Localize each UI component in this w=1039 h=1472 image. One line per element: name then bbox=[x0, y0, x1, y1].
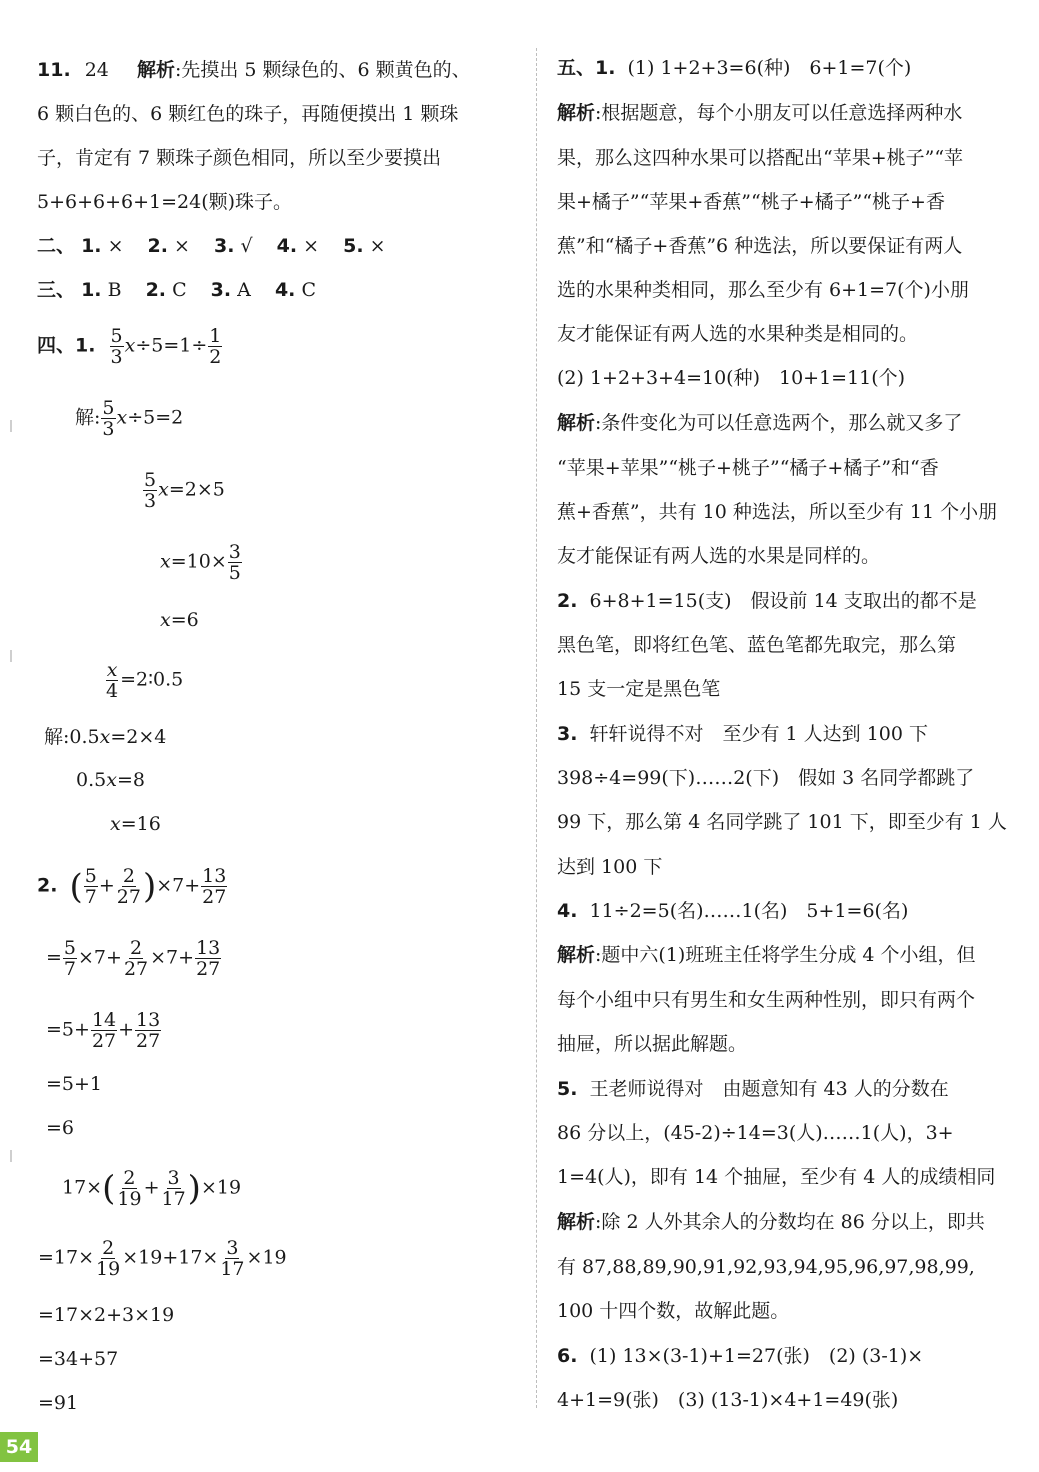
q3-line3: =17×2+3×19 bbox=[38, 1304, 175, 1326]
expr: ×7+ bbox=[150, 946, 195, 969]
expr: ×7+ bbox=[156, 874, 201, 897]
answer-text: 6+8+1=15(支) 假设前 14 支取出的都不是 bbox=[589, 590, 977, 612]
analysis-text: 友才能保证有两人选的水果种类是相同的。 bbox=[557, 323, 919, 345]
analysis-text: 每个小组中只有男生和女生两种性别，即只有两个 bbox=[557, 989, 976, 1011]
fraction bbox=[63, 938, 77, 979]
denominator: 2 bbox=[209, 346, 222, 368]
analysis-text: 蕉”和“橘子+香蕉”6 种选法，所以要保证有两人 bbox=[557, 235, 963, 257]
answer-mark: × bbox=[369, 235, 386, 257]
expr: =16 bbox=[120, 813, 161, 835]
analysis-label: 解析 bbox=[136, 59, 175, 81]
analysis-text: :根据题意，每个小朋友可以任意选择两种水 bbox=[595, 102, 963, 124]
numerator: 2 bbox=[122, 865, 135, 887]
variable: x bbox=[99, 726, 111, 748]
equation-1 bbox=[37, 326, 223, 367]
q2-line2 bbox=[46, 938, 222, 979]
denominator: 3 bbox=[102, 418, 115, 440]
numerator: 2 bbox=[102, 1237, 115, 1259]
analysis-line bbox=[557, 411, 962, 435]
analysis-text: :题中六(1)班班主任将学生分成 4 个小组，但 bbox=[595, 944, 976, 966]
fraction bbox=[208, 326, 222, 367]
numerator: 3 bbox=[226, 1237, 239, 1259]
q3-line1 bbox=[62, 1168, 241, 1209]
analysis-text: 5+6+6+6+1=24(颗)珠子。 bbox=[37, 191, 293, 213]
variable: x bbox=[116, 406, 128, 429]
denominator: 7 bbox=[63, 958, 77, 980]
q2-line5: =6 bbox=[46, 1117, 75, 1139]
fraction bbox=[95, 1238, 121, 1279]
section-heading: 二、 bbox=[37, 235, 76, 257]
expr: 17× bbox=[62, 1176, 103, 1199]
expr: ÷5=2 bbox=[127, 406, 184, 429]
paren: ) bbox=[187, 1168, 201, 1209]
denominator: 5 bbox=[228, 562, 241, 584]
denominator: 27 bbox=[196, 958, 221, 980]
section-heading: 五、1. bbox=[557, 57, 616, 79]
answer-text: (1) 13×(3-1)+1=27(张) (2) (3-1)× bbox=[589, 1345, 924, 1367]
numerator: 13 bbox=[136, 1009, 161, 1031]
answer-choice: A bbox=[237, 279, 251, 301]
analysis-text: 有 87,88,89,90,91,92,93,94,95,96,97,98,99, bbox=[557, 1256, 975, 1278]
answer-choice: C bbox=[301, 279, 316, 301]
q2-line4: =5+1 bbox=[46, 1073, 103, 1095]
expr: ×7+ bbox=[78, 946, 122, 969]
expr: =6 bbox=[170, 609, 199, 631]
numerator: 5 bbox=[110, 325, 123, 347]
paren: ( bbox=[102, 1168, 116, 1209]
question-number: 11. bbox=[37, 59, 71, 81]
expr: =2×4 bbox=[110, 726, 167, 748]
item-number: 1. bbox=[81, 235, 102, 257]
section-heading: 四、1. bbox=[37, 334, 96, 357]
q2-line3 bbox=[46, 1010, 162, 1051]
q11-line1 bbox=[37, 58, 471, 82]
answer-text: 86 分以上，(45-2)÷14=3(人)……1(人)，3+ bbox=[557, 1122, 954, 1144]
question-number: 2. bbox=[557, 590, 578, 612]
analysis-text: 蕉+香蕉”，共有 10 种选法，所以至少有 11 个小朋 bbox=[557, 501, 998, 523]
q5-line bbox=[557, 1077, 949, 1101]
page-number: 54 bbox=[0, 1432, 38, 1462]
expr: ÷5=1÷ bbox=[135, 334, 208, 357]
analysis-label: 解析 bbox=[557, 412, 596, 434]
fraction bbox=[228, 542, 242, 583]
fraction bbox=[116, 1168, 142, 1209]
variable: x bbox=[158, 478, 169, 501]
variable: x bbox=[110, 813, 121, 835]
analysis-text: 选的水果种类相同，那么至少有 6+1=7(个)小朋 bbox=[557, 279, 969, 301]
answer-text: 1=4(人)，即有 14 个抽屉，至少有 4 人的成绩相同 bbox=[557, 1166, 996, 1188]
fraction bbox=[123, 938, 149, 979]
item-number: 4. bbox=[276, 235, 298, 257]
section-2-answers bbox=[37, 234, 386, 258]
solution-step bbox=[160, 608, 199, 632]
fraction bbox=[84, 866, 98, 907]
numerator: 13 bbox=[202, 865, 227, 887]
fraction bbox=[195, 938, 221, 979]
answer-mark: √ bbox=[240, 235, 253, 257]
answer-text: (1) 1+2+3=6(种) 6+1=7(个) bbox=[627, 57, 912, 79]
analysis-text: :先摸出 5 颗绿色的、6 颗黄色的、 bbox=[174, 59, 471, 81]
numerator: 3 bbox=[167, 1167, 180, 1189]
denominator: 27 bbox=[91, 1030, 117, 1052]
q3-line2 bbox=[38, 1238, 287, 1279]
denominator: 27 bbox=[123, 958, 149, 980]
solution-step bbox=[160, 542, 243, 583]
expr: ×19 bbox=[246, 1246, 287, 1269]
denominator: 19 bbox=[117, 1188, 142, 1210]
q2-line bbox=[557, 589, 977, 613]
variable: x bbox=[160, 550, 171, 573]
answer-text: 王老师说得对 由题意知有 43 人的分数在 bbox=[589, 1078, 949, 1100]
fraction bbox=[160, 1168, 186, 1209]
expr: + bbox=[143, 1176, 160, 1199]
q3-line4: =34+57 bbox=[38, 1348, 119, 1370]
variable: x bbox=[106, 769, 117, 791]
analysis-label: 解析 bbox=[557, 102, 596, 124]
fraction bbox=[116, 866, 142, 907]
fraction bbox=[105, 660, 119, 701]
margin-mark bbox=[10, 1150, 12, 1162]
item-number: 2. bbox=[147, 235, 168, 257]
analysis-text: 6 颗白色的、6 颗红色的珠子，再随便摸出 1 颗珠 bbox=[37, 103, 459, 125]
expr: =10× bbox=[170, 550, 227, 573]
fraction bbox=[143, 470, 157, 511]
solve-label: 解: bbox=[75, 406, 101, 429]
fraction bbox=[91, 1010, 117, 1051]
answer-text: 11÷2=5(名)……1(名) 5+1=6(名) bbox=[589, 900, 909, 922]
solution-step bbox=[76, 768, 145, 792]
expr: 0.5 bbox=[76, 769, 107, 791]
numerator: 2 bbox=[123, 1167, 136, 1189]
answer-text: 轩轩说得不对 至少有 1 人达到 100 下 bbox=[589, 723, 929, 745]
answer-mark: × bbox=[107, 235, 124, 257]
expr: ×19 bbox=[200, 1176, 242, 1199]
section-3-answers bbox=[37, 278, 316, 302]
section-heading: 三、 bbox=[37, 279, 76, 301]
analysis-text: 果，那么这四种水果可以搭配出“苹果+桃子”“苹 bbox=[557, 147, 964, 169]
fraction bbox=[201, 866, 227, 907]
numerator: 13 bbox=[196, 937, 221, 959]
analysis-text: 100 十四个数，故解此题。 bbox=[557, 1300, 790, 1322]
paren: ) bbox=[142, 866, 157, 907]
denominator: 3 bbox=[144, 490, 157, 512]
denominator: 3 bbox=[110, 346, 123, 368]
q6-line bbox=[557, 1344, 923, 1368]
expr: =2∶0.5 bbox=[120, 668, 184, 691]
numerator: 5 bbox=[84, 865, 97, 887]
numerator: x bbox=[106, 659, 118, 681]
answer-mark: × bbox=[303, 235, 320, 257]
q2-line1 bbox=[37, 866, 228, 907]
numerator: 2 bbox=[130, 937, 143, 959]
s5-q1-line bbox=[557, 56, 911, 80]
denominator: 17 bbox=[161, 1188, 186, 1210]
expr: + bbox=[118, 1018, 135, 1041]
expr: 解:0.5 bbox=[44, 726, 100, 748]
item-number: 5. bbox=[343, 235, 364, 257]
answer-text: 398÷4=99(下)……2(下) 假如 3 名同学都跳了 bbox=[557, 767, 975, 789]
q3-line5: =91 bbox=[38, 1392, 79, 1414]
expr: =8 bbox=[116, 769, 145, 791]
analysis-text: 友才能保证有两人选的水果是同样的。 bbox=[557, 545, 881, 567]
equation-2 bbox=[104, 660, 183, 701]
numerator: 5 bbox=[102, 397, 115, 419]
q3-line bbox=[557, 722, 928, 746]
item-number: 2. bbox=[145, 279, 167, 301]
expr: = bbox=[46, 946, 62, 969]
answer: 24 bbox=[84, 59, 109, 81]
question-number: 3. bbox=[557, 723, 578, 745]
expr: =2×5 bbox=[168, 478, 225, 501]
answer-text: 黑色笔，即将红色笔、蓝色笔都先取完，那么第 bbox=[557, 634, 957, 656]
paren: ( bbox=[69, 866, 83, 907]
numerator: 1 bbox=[209, 325, 222, 347]
column-divider bbox=[536, 48, 537, 1408]
analysis-text: :条件变化为可以任意选两个，那么就又多了 bbox=[595, 412, 963, 434]
analysis-text: 果+橘子”“苹果+香蕉”“桃子+橘子”“桃子+香 bbox=[557, 191, 945, 213]
answer-mark: × bbox=[174, 235, 190, 257]
analysis-line bbox=[557, 1210, 985, 1234]
answer-text: 达到 100 下 bbox=[557, 856, 663, 878]
question-number: 4. bbox=[557, 900, 578, 922]
denominator: 4 bbox=[106, 680, 119, 702]
variable: x bbox=[124, 334, 136, 357]
item-number: 3. bbox=[214, 235, 235, 257]
margin-mark bbox=[10, 650, 12, 662]
solution-step bbox=[110, 812, 161, 836]
analysis-text: 子，肯定有 7 颗珠子颜色相同，所以至少要摸出 bbox=[37, 147, 442, 169]
expr: + bbox=[98, 874, 115, 897]
denominator: 27 bbox=[136, 1030, 161, 1052]
denominator: 17 bbox=[220, 1258, 245, 1280]
numerator: 5 bbox=[144, 469, 157, 491]
analysis-text: 抽屉，所以据此解题。 bbox=[557, 1033, 748, 1055]
analysis-label: 解析 bbox=[557, 944, 596, 966]
expr: =5+ bbox=[46, 1018, 90, 1041]
analysis-label: 解析 bbox=[557, 1211, 596, 1233]
denominator: 19 bbox=[96, 1258, 121, 1280]
denominator: 27 bbox=[116, 886, 141, 908]
numerator: 14 bbox=[91, 1009, 117, 1031]
fraction bbox=[101, 398, 115, 439]
solution-step bbox=[44, 725, 166, 749]
item-number: 4. bbox=[274, 279, 296, 301]
variable: x bbox=[160, 609, 171, 631]
analysis-text: “苹果+苹果”“桃子+桃子”“橘子+橘子”和“香 bbox=[557, 457, 939, 479]
solution-step bbox=[75, 398, 183, 439]
answer-choice: B bbox=[107, 279, 122, 301]
q4-line bbox=[557, 899, 908, 923]
answer-text: 4+1=9(张) (3) (13-1)×4+1=49(张) bbox=[557, 1389, 899, 1411]
expr: ×19+17× bbox=[122, 1246, 219, 1269]
denominator: 7 bbox=[84, 886, 97, 908]
answer-choice: C bbox=[172, 279, 187, 301]
denominator: 27 bbox=[202, 886, 227, 908]
question-number: 2. bbox=[37, 874, 58, 897]
fraction bbox=[110, 326, 124, 367]
item-number: 3. bbox=[210, 279, 232, 301]
item-number: 1. bbox=[81, 279, 102, 301]
analysis-text: :除 2 人外其余人的分数均在 86 分以上，即共 bbox=[595, 1211, 985, 1233]
answer-text: 15 支一定是黑色笔 bbox=[557, 678, 721, 700]
margin-mark bbox=[10, 420, 12, 432]
fraction bbox=[135, 1010, 161, 1051]
question-number: 6. bbox=[557, 1345, 578, 1367]
answer-text: 99 下，那么第 4 名同学跳了 101 下，即至少有 1 人 bbox=[557, 811, 1007, 833]
analysis-line bbox=[557, 943, 976, 967]
answer-text: (2) 1+2+3+4=10(种) 10+1=11(个) bbox=[557, 367, 906, 389]
question-number: 5. bbox=[557, 1078, 578, 1100]
numerator: 5 bbox=[63, 937, 77, 959]
solution-step bbox=[142, 470, 225, 511]
analysis-line bbox=[557, 101, 962, 125]
numerator: 3 bbox=[228, 541, 241, 563]
fraction bbox=[219, 1238, 245, 1279]
expr: =17× bbox=[38, 1246, 95, 1269]
